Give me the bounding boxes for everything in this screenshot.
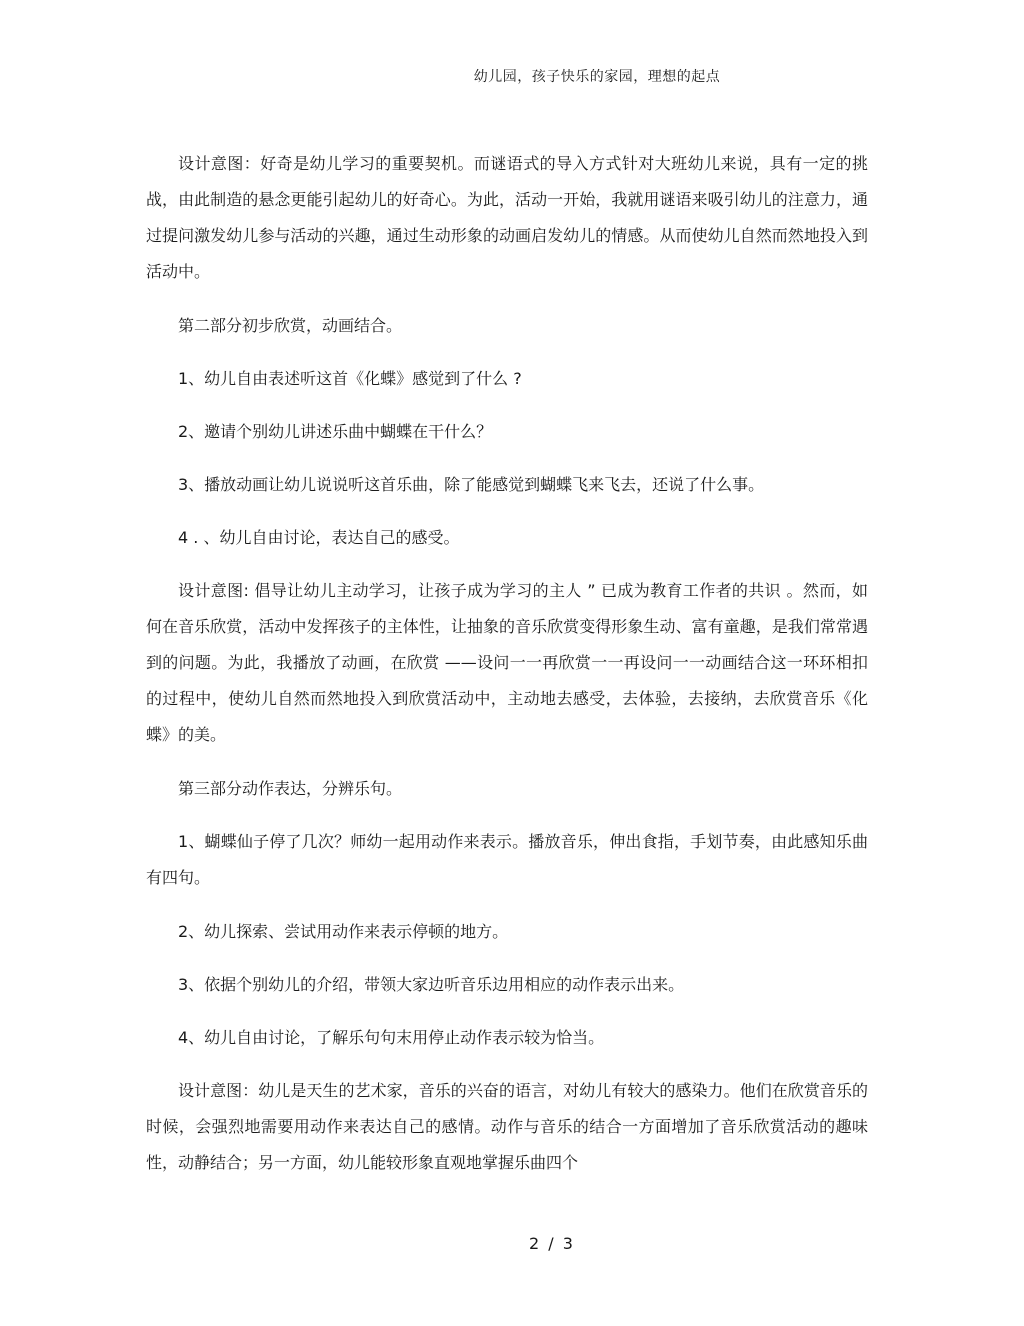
paragraph-design-intent-3: 设计意图：幼儿是天生的艺术家，音乐的兴奋的语言，对幼儿有较大的感染力。他们在欣赏音乐的时候，会强烈地需要用动作来表达自己的感情。动作与音乐的结合一方面增加了音乐欣赏活动的趣味性，动静结合；另一方面，幼儿能较形象直观地掌握乐曲四个 [146, 1081, 868, 1172]
paragraph-design-intent-1: 设计意图：好奇是幼儿学习的重要契机。而谜语式的导入方式针对大班幼儿来说，具有一定的挑战，由此制造的悬念更能引起幼儿的好奇心。为此，活动一开始，我就用谜语来吸引幼儿的注意力，通过提问激发幼儿参与活动的兴趣，通过生动形象的动画启发幼儿的情感。从而使幼儿自然而然地投入到活动中。 [146, 154, 868, 281]
list-item: 3、播放动画让幼儿说说听这首乐曲，除了能感觉到蝴蝶飞来飞去，还说了什么事。 [178, 475, 765, 494]
list-item: 1、蝴蝶仙子停了几次？师幼一起用动作来表示。播放音乐，伸出食指，手划节奏，由此感知乐曲有四句。 [146, 832, 868, 887]
list-item: 2、邀请个别幼儿讲述乐曲中蝴蝶在干什么？ [178, 422, 493, 441]
page-header: 幼儿园，孩子快乐的家园，理想的起点 [473, 69, 721, 85]
paragraph-design-intent-2: 设计意图: 倡导让幼儿主动学习，让孩子成为学习的主人 ” 已成为教育工作者的共识 。然而，如何在音乐欣赏，活动中发挥孩子的主体性，让抽象的音乐欣赏变得形象生动、富有童趣，是我们常常遇到的问题。为此，我播放了动画，在欣赏 ——设问一一再欣赏一一再设问一一动画结合这一环环相扣的过程中，使幼儿自然而然地投入到欣赏活动中，主动地去感受，去体验，去接纳，去欣赏音乐《化蝶》的美。 [146, 581, 868, 744]
list-item: 3、依据个别幼儿的介绍，带领大家边听音乐边用相应的动作表示出来。 [178, 975, 685, 994]
list-item: 2、幼儿探索、尝试用动作来表示停顿的地方。 [178, 922, 509, 941]
list-item: 1、幼儿自由表述听这首《化蝶》感觉到了什么 ? [178, 369, 522, 388]
page-number: 2 / 3 [529, 1234, 575, 1253]
section-heading-part-2: 第二部分初步欣赏，动画结合。 [178, 316, 403, 335]
list-item: 4 . 、幼儿自由讨论，表达自己的感受。 [178, 528, 460, 547]
list-item: 4、幼儿自由讨论，了解乐句句末用停止动作表示较为恰当。 [178, 1028, 605, 1047]
section-heading-part-3: 第三部分动作表达，分辨乐句。 [178, 779, 403, 798]
document-body [146, 146, 868, 1199]
